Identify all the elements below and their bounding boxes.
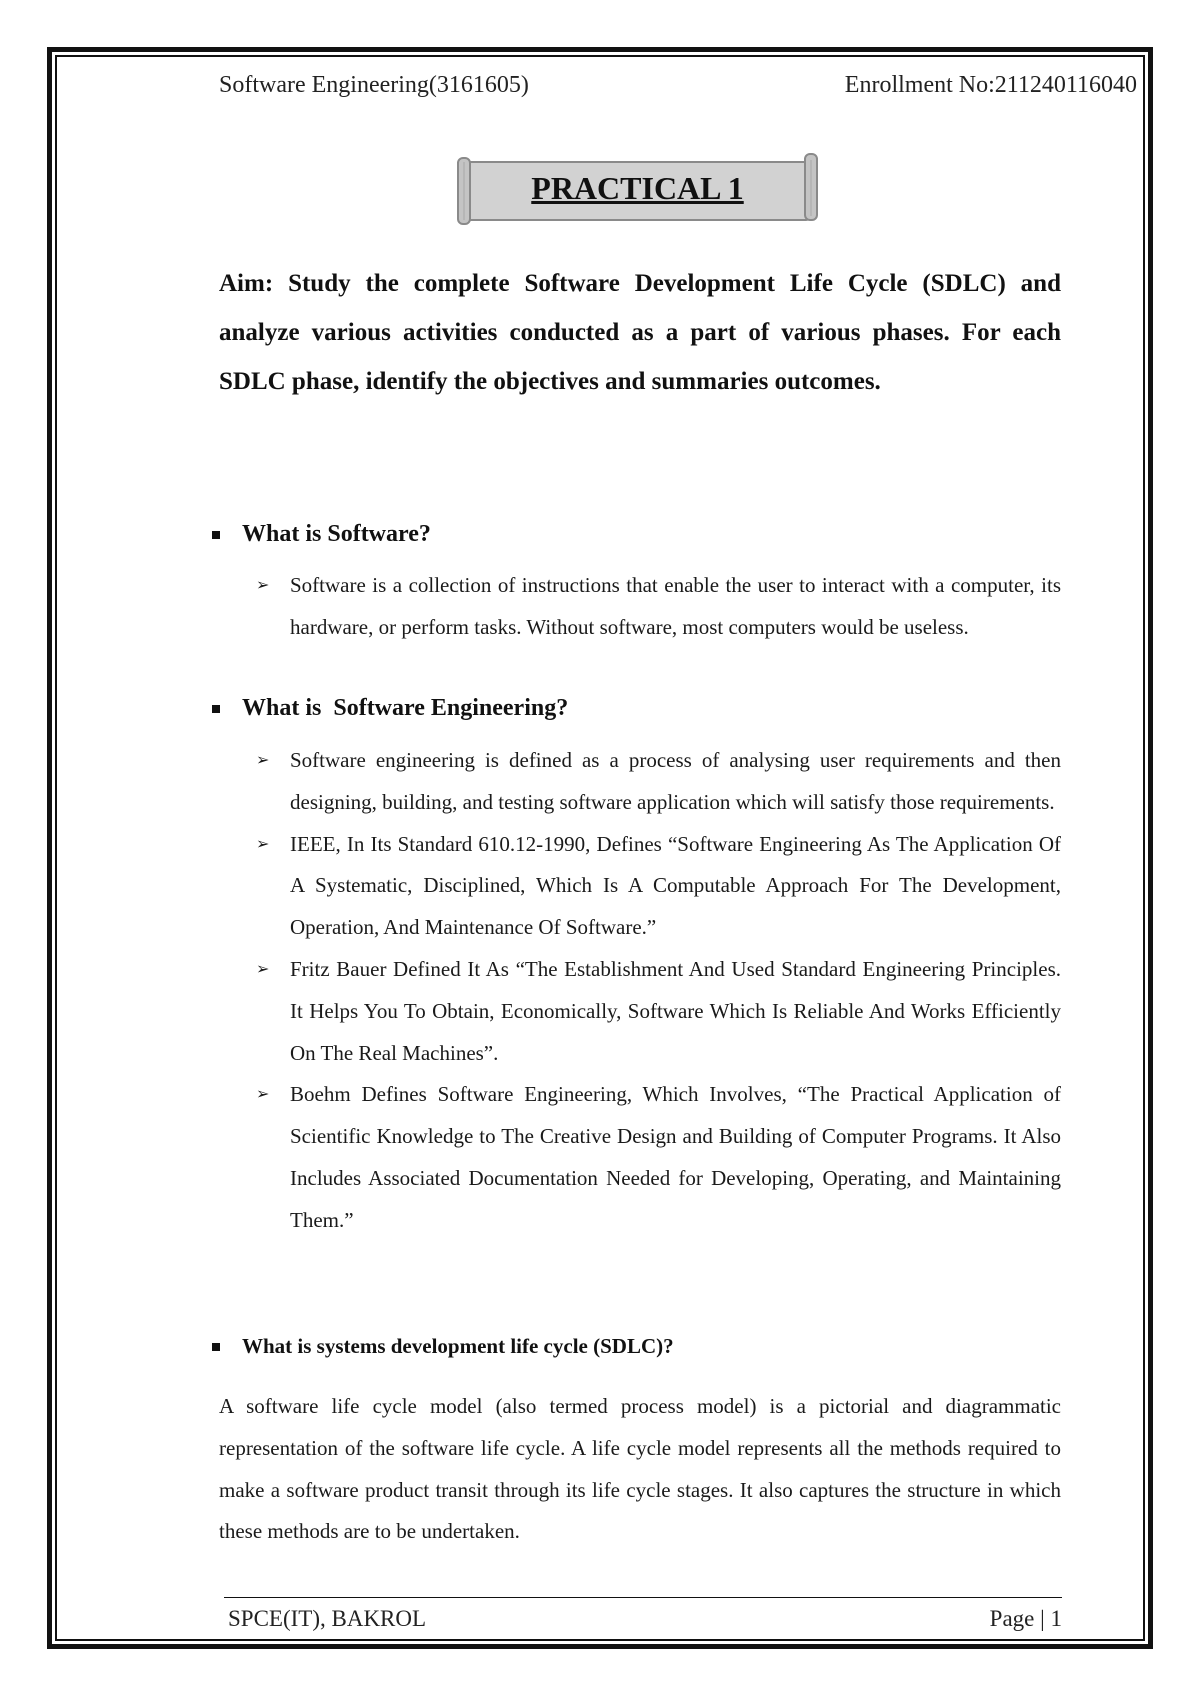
- list-item: ➢ Software engineering is defined as a process of analysing user requirements and then designing, building, and testing software application which will satisfy those requirements.: [256, 740, 1061, 824]
- aim-statement: Aim: Study the complete Software Development Life Cycle (SDLC) and analyze various activities conducted as a part of various phases. For each SDLC phase, identify the objectives and summaries outcomes.: [219, 270, 1061, 395]
- section-heading-text: What is systems development life cycle (SDLC)?: [242, 1334, 674, 1358]
- software-engineering-bullet-list: [256, 740, 1061, 1242]
- software-bullet-list: [256, 565, 1061, 649]
- section-heading-text: What is Software Engineering?: [242, 695, 569, 721]
- list-item: ➢ Software is a collection of instructions that enable the user to interact with a computer, its hardware, or perform tasks. Without software, most computers would be useless.: [256, 565, 1061, 649]
- square-bullet-icon: [212, 1343, 220, 1351]
- list-item: ➢ IEEE, In Its Standard 610.12-1990, Defines “Software Engineering As The Application Of A Systematic, Disciplined, Which Is A Computable Approach For The Development, Operation, And Maintenance Of Software.”: [256, 824, 1061, 949]
- arrow-bullet-icon: ➢: [256, 577, 270, 594]
- section-heading-software: [212, 521, 431, 548]
- footer-divider: [224, 1597, 1062, 1598]
- section-heading-sdlc: [212, 1334, 674, 1359]
- arrow-bullet-icon: ➢: [256, 1086, 270, 1104]
- sdlc-paragraph: A software life cycle model (also termed process model) is a pictorial and diagrammatic representation of the software life cycle. A life cycle model represents all the methods required to make a software product transit through its life cycle stages. It also captures the structure in which these methods are to be undertaken.: [219, 1394, 1061, 1544]
- arrow-bullet-icon: ➢: [256, 835, 270, 853]
- header-enrollment: Enrollment No:211240116040: [844, 72, 1137, 98]
- section-heading-text: What is Software?: [242, 521, 431, 547]
- square-bullet-icon: [212, 531, 220, 539]
- page-number: Page | 1: [989, 1606, 1062, 1631]
- header-course: Software Engineering(3161605): [219, 72, 529, 98]
- arrow-bullet-icon: ➢: [256, 960, 270, 978]
- list-item: ➢ Boehm Defines Software Engineering, Which Involves, “The Practical Application of Scientific Knowledge to The Creative Design and Building of Computer Programs. It Also Includes Associated Documentation Needed for Developing, Operating, and Maintaining Them.”: [256, 1074, 1061, 1241]
- page-title: PRACTICAL 1: [531, 170, 744, 206]
- section-heading-software-engineering: [212, 695, 568, 722]
- arrow-bullet-icon: ➢: [256, 752, 270, 769]
- list-item: ➢ Fritz Bauer Defined It As “The Establishment And Used Standard Engineering Principles. It Helps You To Obtain, Economically, Software Which Is Reliable And Works Efficiently On The Real Machines”.: [256, 949, 1061, 1074]
- title-banner: [455, 152, 820, 228]
- square-bullet-icon: [212, 705, 220, 713]
- footer-college: SPCE(IT), BAKROL: [228, 1606, 427, 1631]
